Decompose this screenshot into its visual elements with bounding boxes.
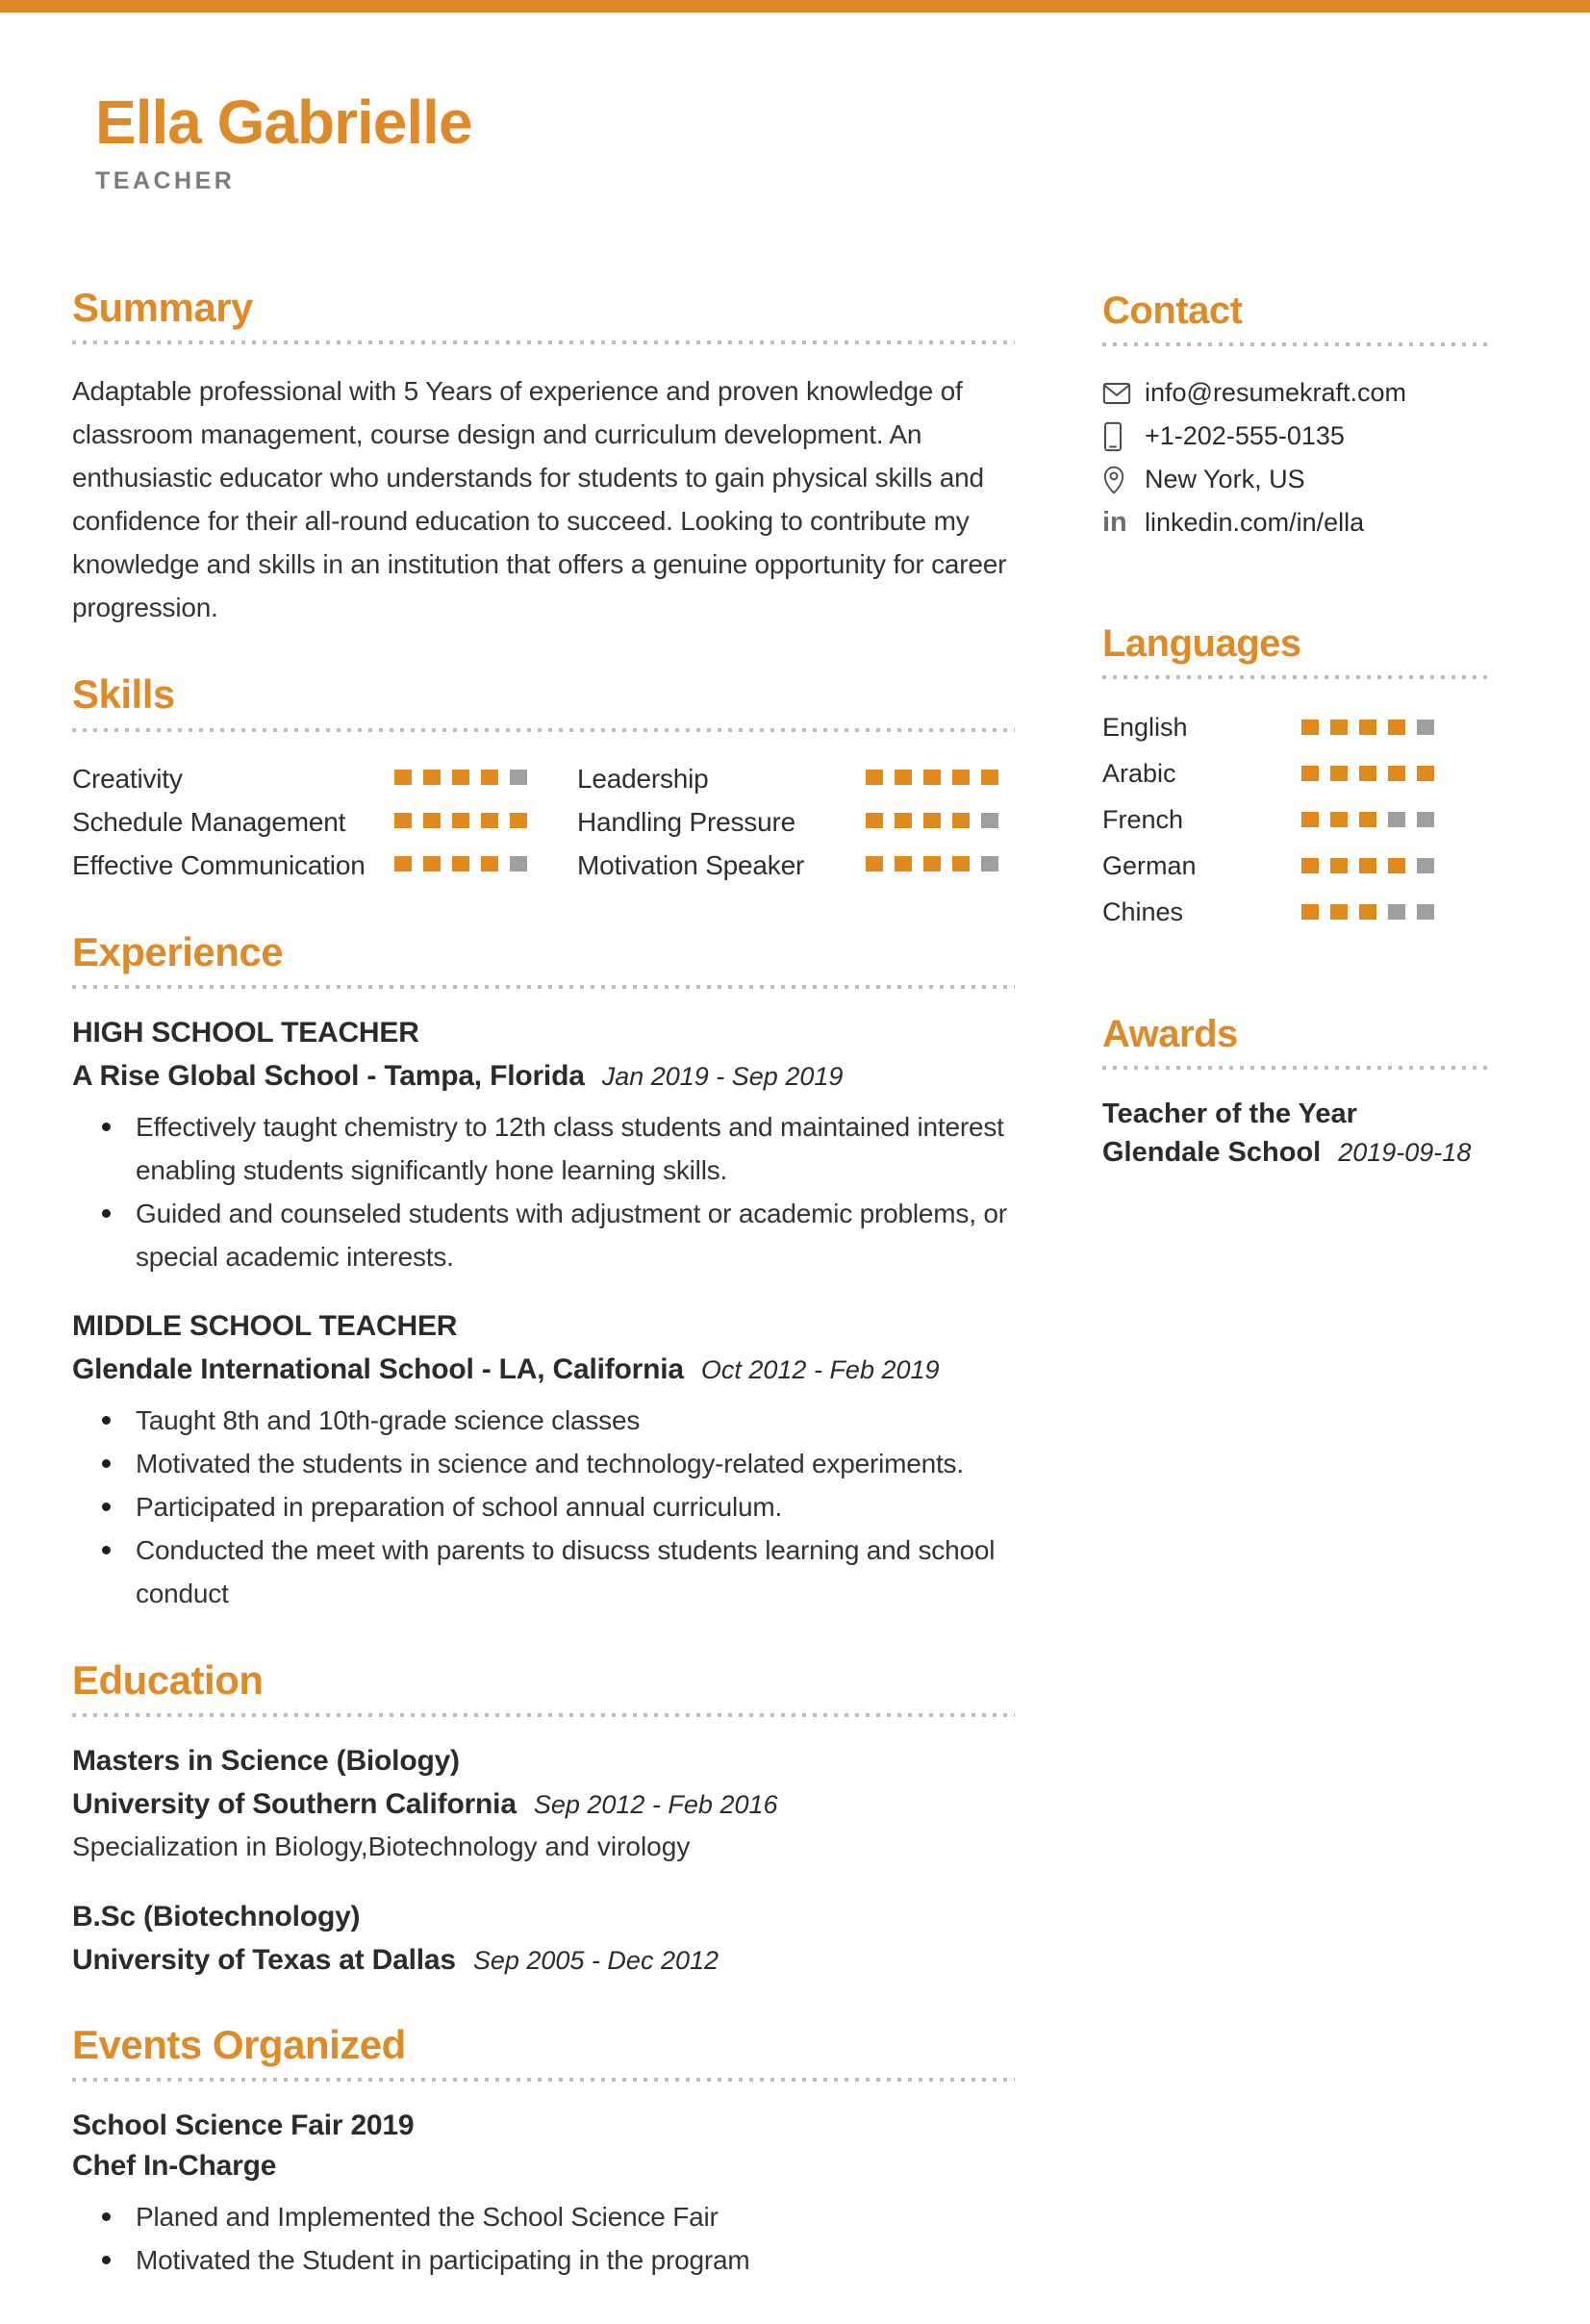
- rating-square-filled: [1301, 720, 1319, 735]
- rating-square-filled: [481, 770, 498, 785]
- skills-column-1: [72, 757, 577, 887]
- contact-phone-row[interactable]: [1102, 415, 1487, 458]
- rating-square-filled: [452, 813, 469, 828]
- language-row: [1102, 843, 1487, 889]
- job-company: Glendale International School - LA, California: [72, 1352, 684, 1385]
- rating-square-empty: [1417, 720, 1434, 735]
- school-dates: Sep 2012 - Feb 2016: [533, 1790, 778, 1820]
- skill-rating: [394, 757, 527, 785]
- awards-title: Awards: [1102, 1013, 1238, 1055]
- language-row: [1102, 889, 1487, 935]
- summary-title: Summary: [72, 285, 253, 330]
- event-title: School Science Fair 2019: [72, 2109, 415, 2142]
- rating-square-filled: [1388, 858, 1405, 873]
- award-org: Glendale School: [1102, 1137, 1322, 1168]
- dotted-divider: [72, 341, 1015, 344]
- skill-rating: [394, 844, 527, 872]
- contact-title: Contact: [1102, 290, 1243, 332]
- education-entry: [72, 1742, 1015, 1867]
- rating-square-filled: [394, 856, 412, 872]
- skill-rating: [866, 757, 998, 785]
- rating-square-filled: [1330, 766, 1348, 781]
- rating-square-filled: [423, 813, 441, 828]
- bullet-item: Motivated the Student in participating in the program: [136, 2238, 1015, 2282]
- language-label: Arabic: [1102, 758, 1176, 788]
- bullet-item: Participated in preparation of school annual curriculum.: [136, 1485, 1015, 1528]
- rating-square-filled: [452, 770, 469, 785]
- rating-square-filled: [923, 770, 941, 785]
- rating-square-filled: [1330, 858, 1348, 873]
- rating-square-filled: [423, 770, 441, 785]
- language-row: [1102, 704, 1487, 750]
- bullet-item: Effectively taught chemistry to 12th class students and maintained interest enabling students significantly hone learning skills.: [136, 1105, 1015, 1192]
- rating-square-filled: [1330, 904, 1348, 920]
- job-title: MIDDLE SCHOOL TEACHER: [72, 1309, 458, 1342]
- dotted-divider: [1102, 342, 1487, 346]
- dotted-divider: [72, 1713, 1015, 1717]
- event-role: Chef In-Charge: [72, 2150, 277, 2183]
- language-rating: [1301, 812, 1434, 827]
- school-dates: Sep 2005 - Dec 2012: [472, 1946, 719, 1976]
- contact-location: New York, US: [1145, 465, 1305, 493]
- rating-square-filled: [1417, 766, 1434, 781]
- job-entry: [72, 1014, 1015, 1278]
- bullet-item: Motivated the students in science and technology-related experiments.: [136, 1442, 1015, 1485]
- contact-email-row[interactable]: [1102, 371, 1487, 415]
- rating-square-filled: [952, 770, 970, 785]
- rating-square-empty: [1417, 812, 1434, 827]
- experience-section: [72, 929, 1015, 1615]
- experience-title: Experience: [72, 928, 284, 974]
- contact-linkedin[interactable]: linkedin.com/in/ella: [1145, 508, 1365, 537]
- rating-square-empty: [1388, 812, 1405, 827]
- language-rating: [1301, 904, 1434, 920]
- language-rating: [1301, 858, 1434, 873]
- rating-square-filled: [1359, 812, 1376, 827]
- job-title: HIGH SCHOOL TEACHER: [72, 1016, 419, 1048]
- rating-square-filled: [1359, 858, 1376, 873]
- skill-label: Leadership: [577, 763, 709, 794]
- language-label: English: [1102, 712, 1188, 742]
- rating-square-filled: [1330, 720, 1348, 735]
- dotted-divider: [1102, 1066, 1487, 1070]
- skill-row: [577, 844, 1015, 887]
- bullet-item: Taught 8th and 10th-grade science classes: [136, 1399, 1015, 1442]
- main-column: [72, 285, 1015, 2324]
- rating-square-filled: [510, 813, 527, 828]
- job-bullets: [72, 1105, 1015, 1278]
- skills-column-2: [577, 757, 1015, 887]
- language-row: [1102, 750, 1487, 796]
- education-entry: [72, 1898, 1015, 1980]
- rating-square-filled: [1359, 904, 1376, 920]
- degree: B.Sc (Biotechnology): [72, 1901, 361, 1933]
- skill-rating: [866, 800, 998, 828]
- language-label: French: [1102, 804, 1184, 834]
- linkedin-icon: in: [1102, 507, 1127, 538]
- rating-square-filled: [895, 856, 912, 872]
- language-label: Chines: [1102, 897, 1184, 926]
- rating-square-empty: [510, 856, 527, 872]
- rating-square-filled: [423, 856, 441, 872]
- contact-linkedin-row[interactable]: [1102, 501, 1487, 544]
- summary-section: [72, 285, 1015, 629]
- rating-square-filled: [1301, 904, 1319, 920]
- skill-label: Schedule Management: [72, 806, 346, 837]
- languages-title: Languages: [1102, 622, 1301, 665]
- envelope-icon: [1102, 382, 1137, 405]
- contact-phone[interactable]: +1-202-555-0135: [1145, 421, 1345, 450]
- language-label: German: [1102, 850, 1197, 880]
- events-section: [72, 2022, 1015, 2282]
- dotted-divider: [1102, 675, 1487, 679]
- job-dates: Jan 2019 - Sep 2019: [601, 1061, 844, 1091]
- rating-square-filled: [1388, 766, 1405, 781]
- rating-square-filled: [1301, 812, 1319, 827]
- education-section: [72, 1657, 1015, 1980]
- language-row: [1102, 796, 1487, 843]
- skills-section: [72, 671, 1015, 886]
- rating-square-filled: [1301, 858, 1319, 873]
- contact-location-row: [1102, 458, 1487, 501]
- dotted-divider: [72, 985, 1015, 989]
- rating-square-filled: [1359, 720, 1376, 735]
- contact-email[interactable]: info@resumekraft.com: [1145, 378, 1406, 407]
- skill-label: Motivation Speaker: [577, 849, 805, 880]
- rating-square-filled: [923, 813, 941, 828]
- skill-row: [72, 844, 577, 887]
- rating-square-filled: [866, 813, 883, 828]
- skills-title: Skills: [72, 671, 175, 718]
- skill-rating: [866, 844, 998, 872]
- languages-section: [1102, 621, 1487, 935]
- job-dates: Oct 2012 - Feb 2019: [700, 1354, 940, 1384]
- rating-square-empty: [981, 856, 998, 872]
- dotted-divider: [72, 728, 1015, 732]
- job-subline: [72, 1057, 1015, 1096]
- contact-section: [1102, 289, 1487, 544]
- rating-square-filled: [895, 770, 912, 785]
- rating-square-filled: [952, 856, 970, 872]
- smartphone-icon: [1102, 421, 1137, 452]
- skill-rating: [394, 800, 527, 828]
- summary-text: Adaptable professional with 5 Years of experience and proven knowledge of classroom management, course design and curriculum development. An enthusiastic educator who understands for students to gain physical skills and confidence for their all-round education to succeed. Looking to contribute my knowledge and skills in an institution that offers a genuine opportunity for career progression.: [72, 376, 1007, 623]
- rating-square-filled: [923, 856, 941, 872]
- dotted-divider: [72, 2078, 1015, 2082]
- rating-square-filled: [481, 813, 498, 828]
- header: [95, 88, 472, 195]
- rating-square-filled: [952, 813, 970, 828]
- rating-square-filled: [481, 856, 498, 872]
- rating-square-filled: [981, 770, 998, 785]
- rating-square-filled: [1388, 720, 1405, 735]
- job-company: A Rise Global School - Tampa, Florida: [72, 1059, 585, 1092]
- job-bullets: [72, 1399, 1015, 1615]
- awards-section: [1102, 1012, 1487, 1172]
- award-subline: [1102, 1133, 1487, 1172]
- school-name: University of Texas at Dallas: [72, 1944, 456, 1977]
- skill-row: [72, 757, 577, 800]
- school-name: University of Southern California: [72, 1788, 517, 1821]
- award-date: 2019-09-18: [1338, 1138, 1472, 1167]
- school-subline: [72, 1785, 1015, 1824]
- rating-square-empty: [1388, 904, 1405, 920]
- bullet-item: Conducted the meet with parents to disucss students learning and school conduct: [136, 1528, 1015, 1615]
- map-pin-icon: [1102, 466, 1137, 494]
- award-title: Teacher of the Year: [1102, 1099, 1357, 1129]
- skill-label: Handling Pressure: [577, 806, 795, 837]
- degree: Masters in Science (Biology): [72, 1745, 460, 1778]
- bullet-item: Guided and counseled students with adjustment or academic problems, or special academic interests.: [136, 1192, 1015, 1278]
- bullet-item: Planed and Implemented the School Science Fair: [136, 2195, 1015, 2238]
- skill-row: [577, 757, 1015, 800]
- person-name: Ella Gabrielle: [95, 88, 472, 157]
- language-rating: [1301, 766, 1434, 781]
- sidebar-column: [1102, 289, 1487, 1249]
- rating-square-filled: [1330, 812, 1348, 827]
- skill-row: [72, 800, 577, 844]
- top-accent-bar: [0, 0, 1590, 13]
- events-title: Events Organized: [72, 2022, 406, 2068]
- rating-square-filled: [394, 770, 412, 785]
- rating-square-empty: [510, 770, 527, 785]
- school-subline: [72, 1941, 1015, 1980]
- rating-square-filled: [866, 770, 883, 785]
- rating-square-filled: [866, 856, 883, 872]
- skill-label: Creativity: [72, 763, 183, 794]
- rating-square-filled: [394, 813, 412, 828]
- rating-square-filled: [452, 856, 469, 872]
- rating-square-empty: [1417, 904, 1434, 920]
- person-role: TEACHER: [95, 167, 236, 195]
- event-bullets: [72, 2195, 1015, 2282]
- rating-square-filled: [1301, 766, 1319, 781]
- skill-label: Effective Communication: [72, 849, 366, 880]
- job-subline: [72, 1351, 1015, 1389]
- language-rating: [1301, 720, 1434, 735]
- rating-square-filled: [1359, 766, 1376, 781]
- rating-square-empty: [1417, 858, 1434, 873]
- rating-square-filled: [895, 813, 912, 828]
- education-title: Education: [72, 1656, 264, 1703]
- job-entry: [72, 1307, 1015, 1615]
- education-note: Specialization in Biology,Biotechnology and virology: [72, 1831, 691, 1862]
- skill-row: [577, 800, 1015, 844]
- rating-square-empty: [981, 813, 998, 828]
